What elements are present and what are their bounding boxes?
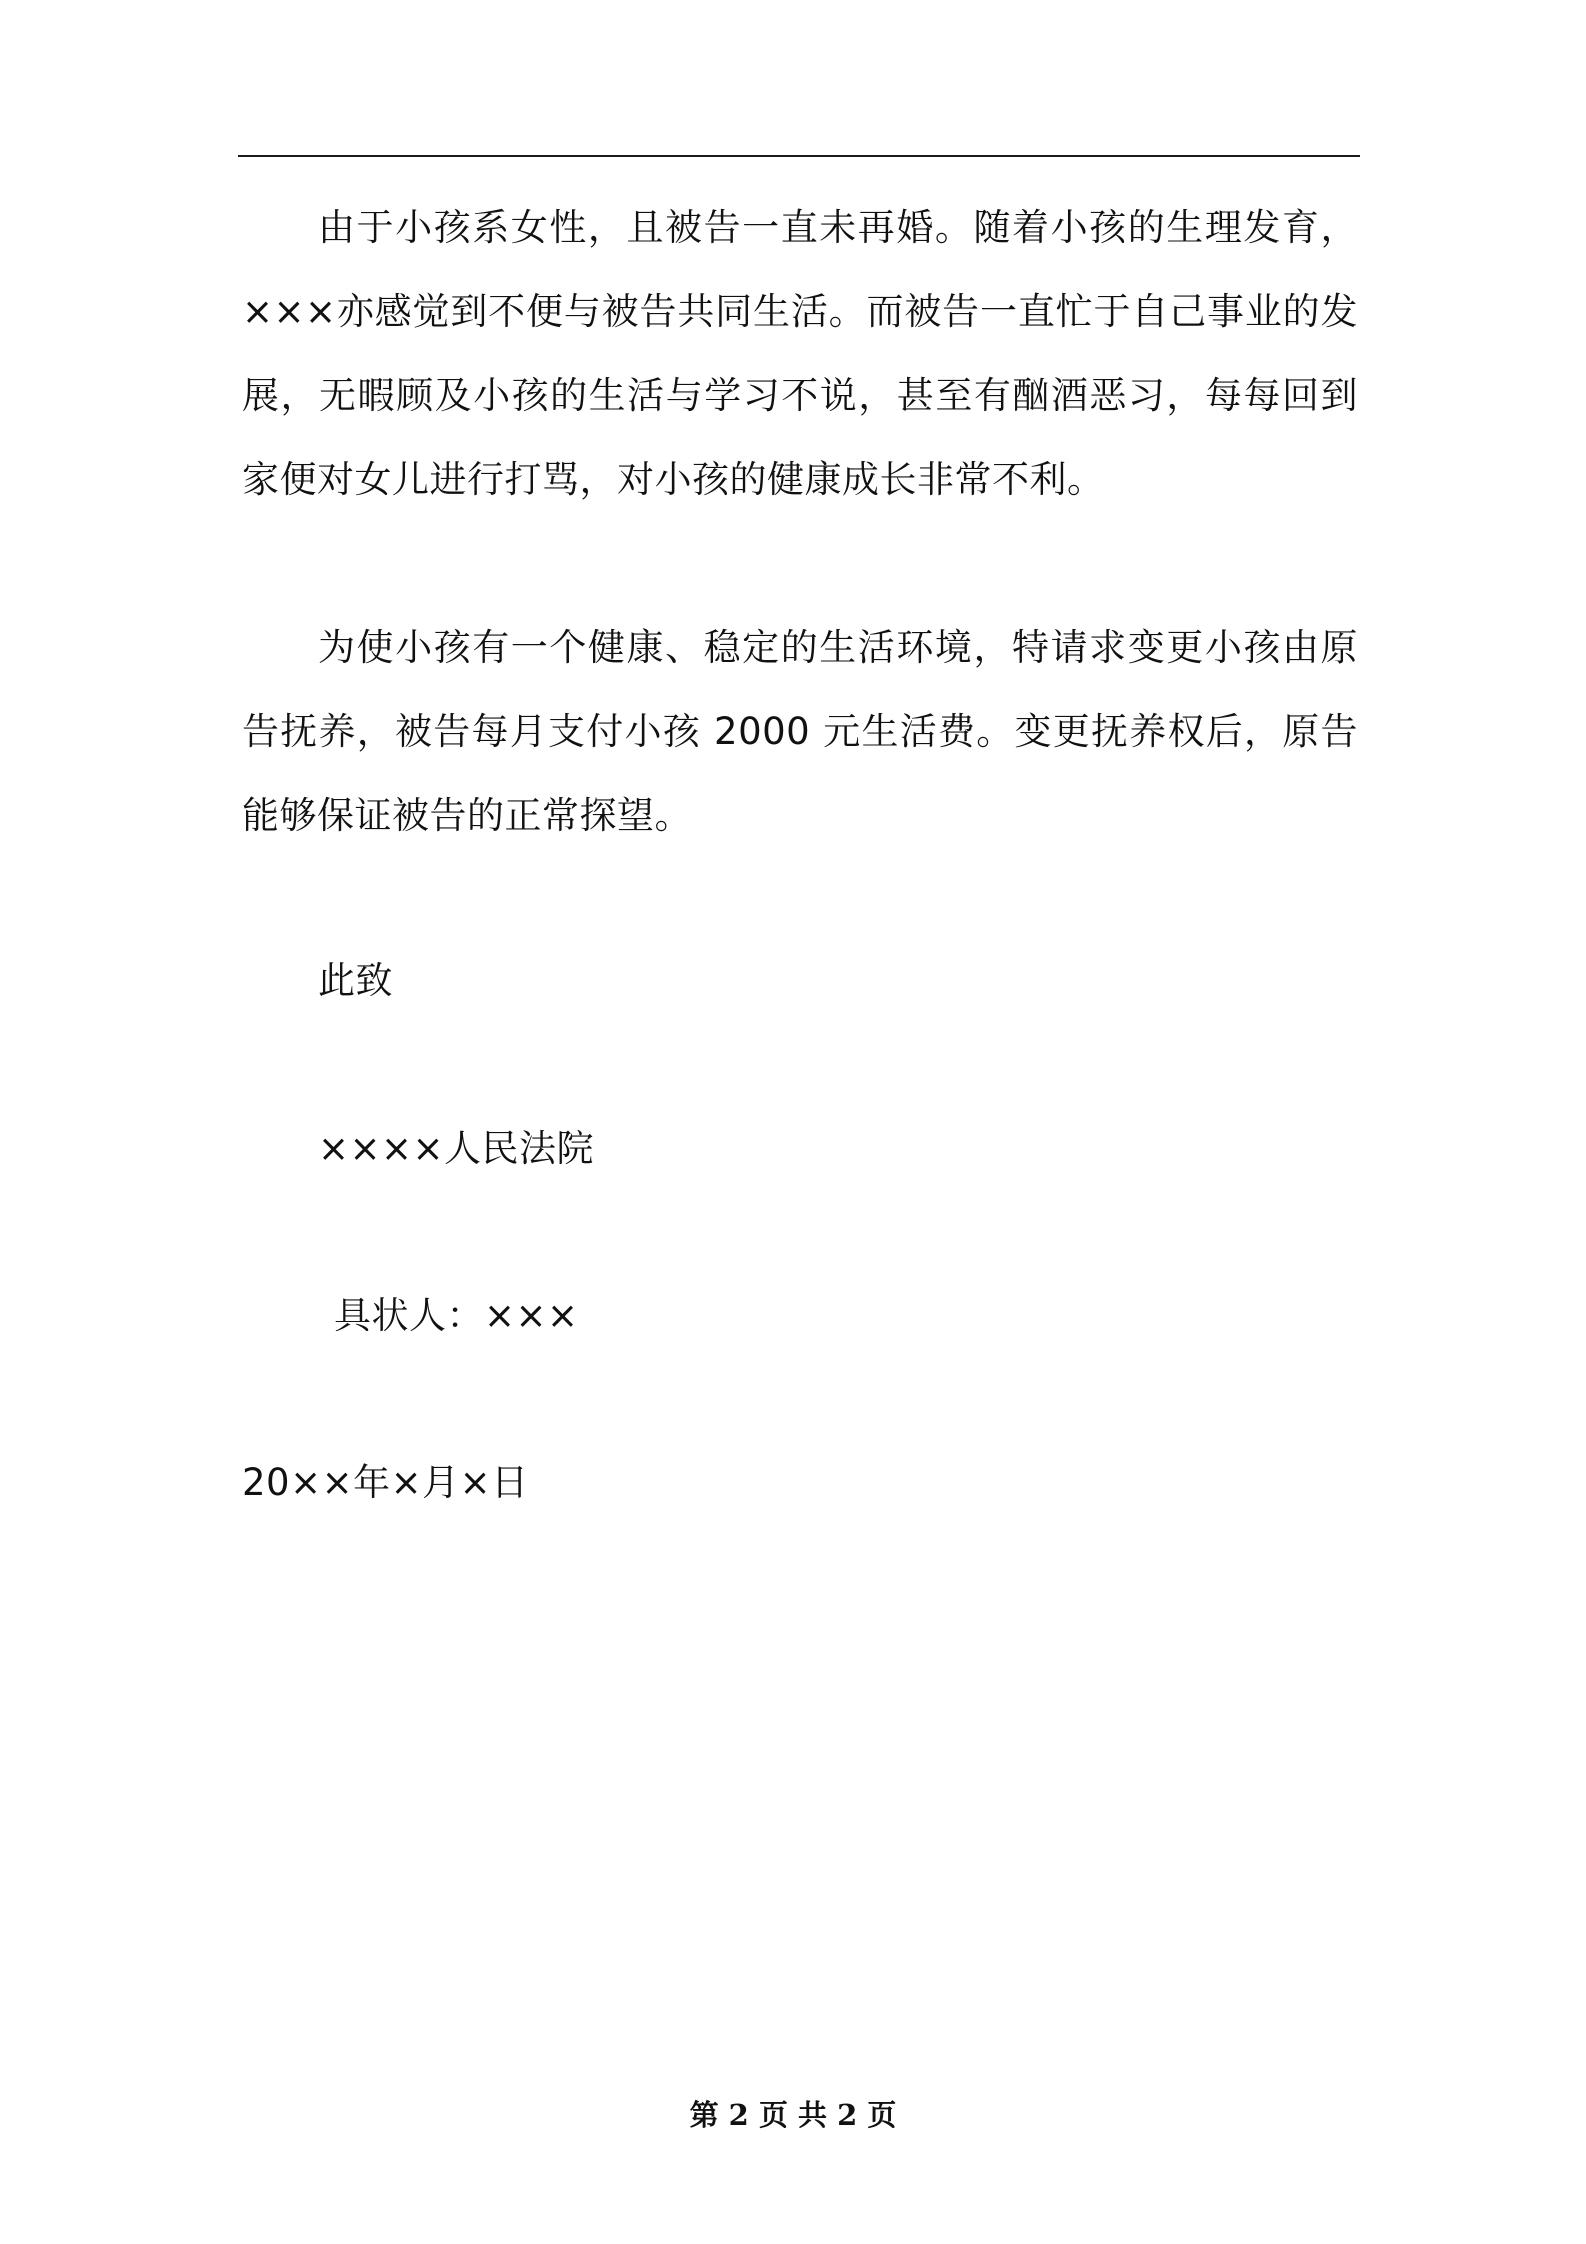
- document-body: [242, 186, 1358, 522]
- closing-salutation: 此致: [318, 959, 393, 1002]
- paragraph-1: 由于小孩系女性，且被告一直未再婚。随着小孩的生理发育，×××亦感觉到不便与被告共同生活。而被告一直忙于自己事业的发展，无暇顾及小孩的生活与学习不说，甚至有酗酒恶习，每每回到家便对女儿进行打骂，对小孩的健康成长非常不利。: [242, 206, 1358, 501]
- header-rule: [238, 155, 1360, 157]
- page-number: 第 2 页 共 2 页: [689, 2098, 897, 2132]
- court-addressee: ××××人民法院: [318, 1127, 595, 1170]
- document-date: 20××年×月×日: [242, 1461, 529, 1504]
- document-body-2: [242, 606, 1358, 858]
- petitioner-signature: 具状人：×××: [334, 1294, 579, 1337]
- paragraph-2: 为使小孩有一个健康、稳定的生活环境，特请求变更小孩由原告抚养，被告每月支付小孩 2000 元生活费。变更抚养权后，原告能够保证被告的正常探望。: [242, 626, 1358, 837]
